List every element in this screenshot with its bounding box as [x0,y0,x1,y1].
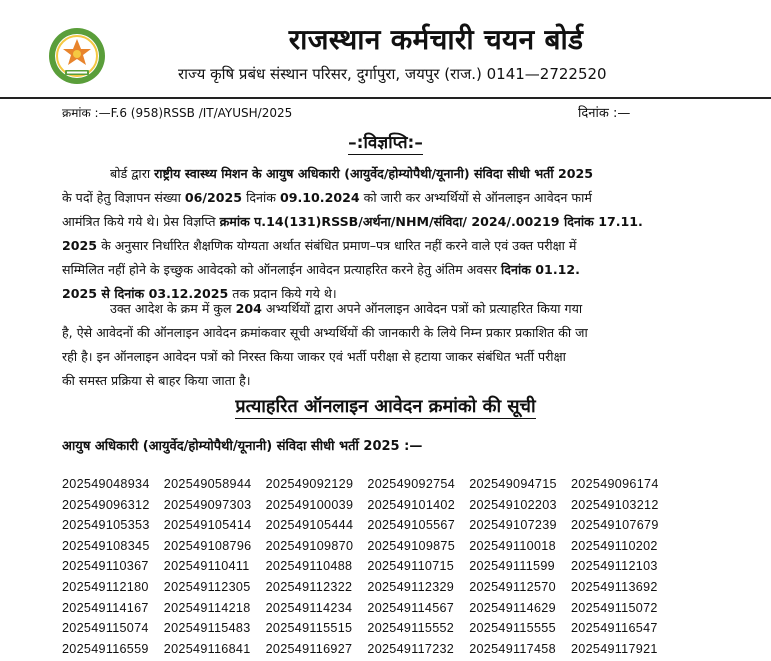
application-number: 202549115074 [62,621,149,636]
application-number: 202549105567 [367,518,456,533]
paragraph-line [62,186,708,210]
application-number: 202549117458 [469,641,556,656]
text-run: अभ्यर्थियों द्वारा अपने ऑनलाइन आवेदन पत्रों को प्रत्याहरित किया गया [265,301,583,316]
application-number: 202549110367 [62,559,149,574]
paragraph-line [62,162,708,186]
paragraph-line [62,234,708,258]
application-number: 202549110018 [469,538,556,553]
text-run-bold: 06/2025 [184,190,243,205]
application-number-row [62,617,702,638]
application-number: 202549115555 [469,621,556,636]
application-number: 202549114167 [62,600,149,615]
application-number: 202549114567 [367,600,455,615]
application-number: 202549105444 [265,518,354,533]
application-number: 202549110411 [163,559,250,574]
notice-heading-text: –:विज्ञप्ति:– [348,133,423,153]
application-number: 202549110715 [367,559,455,574]
text-run: बोर्ड द्वारा [110,166,151,181]
application-number: 202549109875 [367,538,456,553]
application-number: 202549109870 [265,538,354,553]
application-number: 202549107679 [570,518,659,533]
application-number: 202549113692 [570,579,658,594]
paragraph-line [62,258,708,282]
application-number: 202549116841 [163,641,251,656]
application-number: 202549115515 [265,621,353,636]
text-run: तक प्रदान किये गये थे। [232,286,337,301]
application-number: 202549097303 [163,497,252,512]
text-run-bold: राष्ट्रीय स्वास्थ्य मिशन के आयुष अधिकारी (आयुर्वेद/होम्योपैथी/यूनानी) संविदा सीधी भर्ती 2025 [154,166,594,181]
application-number: 202549112329 [367,579,455,594]
notice-paragraph-2 [62,297,708,393]
paragraph-line [62,210,708,234]
notice-heading [0,130,771,153]
reference-number: क्रमांक :—F.6 (958)RSSB /IT/AYUSH/2025 [62,106,293,120]
text-run-bold: दिनांक 01.12. [501,262,580,277]
text-run: के अनुसार निर्धारित शैक्षणिक योग्यता अर्थात संबंधित प्रमाण–पत्र धारित नहीं करने वाले एवं उक्त परीक्षा में [101,238,577,253]
paragraph-line: रही है। इन ऑनलाइन आवेदन पत्रों को निरस्त किया जाकर एवं भर्ती परीक्षा से हटाया जाकर संबंधित भर्ती परीक्षा [62,349,566,364]
paragraph-line [62,297,708,321]
text-run: उक्त आदेश के क्रम में कुल [110,301,232,316]
application-number: 202549115552 [367,621,455,636]
application-number: 202549092129 [265,477,354,491]
application-number: 202549116547 [570,621,658,636]
application-number: 202549116927 [265,641,353,656]
notice-paragraph-1 [62,162,708,306]
application-number: 202549112305 [163,579,251,594]
text-run-bold: 09.10.2024 [279,190,360,205]
application-number: 202549058944 [163,477,252,491]
application-number: 202549108345 [62,538,150,553]
application-number: 202549105353 [62,518,150,533]
application-number-grid [62,473,702,658]
application-number: 202549096312 [62,497,150,512]
application-number: 202549092754 [367,477,456,491]
application-number: 202549115072 [570,600,658,615]
application-number: 202549114218 [163,600,251,615]
list-heading-text: प्रत्याहरित ऑनलाइन आवेदन क्रमांको की सूची [235,396,536,417]
application-number-row [62,638,702,659]
application-number: 202549114629 [469,600,556,615]
text-run: के पदों हेतु विज्ञापन संख्या [62,190,181,205]
application-number: 202549105414 [163,518,252,533]
application-number: 202549114234 [265,600,353,615]
application-number: 202549103212 [570,497,659,512]
application-number: 202549110202 [570,538,658,553]
text-run: आमंत्रित किये गये थे। प्रेस विज्ञप्ति [62,214,216,229]
org-address: राज्य कृषि प्रबंध संस्थान परिसर, दुर्गापुरा, जयपुर (राज.) 0141—2722520 [178,65,607,83]
text-run: सम्मिलित नहीं होने के इच्छुक आवेदको को ऑनलाईन आवेदन प्रत्याहरित करने हेतु अंतिम अवसर [62,262,498,277]
application-number: 202549112180 [62,579,149,594]
paragraph-line: की समस्त प्रक्रिया से बाहर किया जाता है। [62,373,251,388]
text-run-bold: क्रमांक प.14(131)RSSB/अर्थना/NHM/संविदा/ 2024/.00219 दिनांक 17.11. [219,214,643,229]
application-number: 202549096174 [570,477,659,491]
application-number: 202549102203 [469,497,557,512]
application-number-row [62,473,702,494]
application-number: 202549101402 [367,497,456,512]
header-divider [0,97,771,99]
text-run: दिनांक [246,190,276,205]
application-number: 202549112570 [469,579,556,594]
application-number: 202549108796 [163,538,252,553]
rsmssb-emblem-icon [48,27,106,85]
text-run-bold: 2025 [62,238,98,253]
category-heading: आयुष अधिकारी (आयुर्वेद/होम्योपैथी/यूनानी) संविदा सीधी भर्ती 2025 :— [62,439,423,454]
application-number-row [62,514,702,535]
application-number: 202549094715 [469,477,557,491]
application-number: 202549115483 [163,621,251,636]
org-title: राजस्थान कर्मचारी चयन बोर्ड [288,23,584,56]
application-number: 202549110488 [265,559,353,574]
application-number-row [62,597,702,618]
paragraph-line: है, ऐसे आवेदनों की ऑनलाइन आवेदन क्रमांकवार सूची अभ्यर्थियों की जानकारी के लिये निम्न प्रकार प्रकाशित की जा [62,325,588,340]
application-number: 202549117232 [367,641,455,656]
application-number: 202549117921 [570,641,658,656]
application-number-row [62,555,702,576]
application-number: 202549111599 [469,559,555,574]
application-number: 202549107239 [469,518,557,533]
application-number: 202549048934 [62,477,150,491]
text-run: को जारी कर अभ्यर्थियों से ऑनलाइन आवेदन फार्म [363,190,592,205]
list-heading [0,394,771,418]
application-number: 202549112103 [570,559,658,574]
application-number-row [62,576,702,597]
text-run-bold: 2025 से दिनांक 03.12.2025 [62,286,229,301]
application-number: 202549112322 [265,579,353,594]
application-number-row [62,535,702,556]
application-number: 202549100039 [265,497,354,512]
application-number-row [62,494,702,515]
application-number: 202549116559 [62,641,149,656]
text-run-bold: 204 [235,301,262,316]
date-label: दिनांक :— [578,106,631,121]
